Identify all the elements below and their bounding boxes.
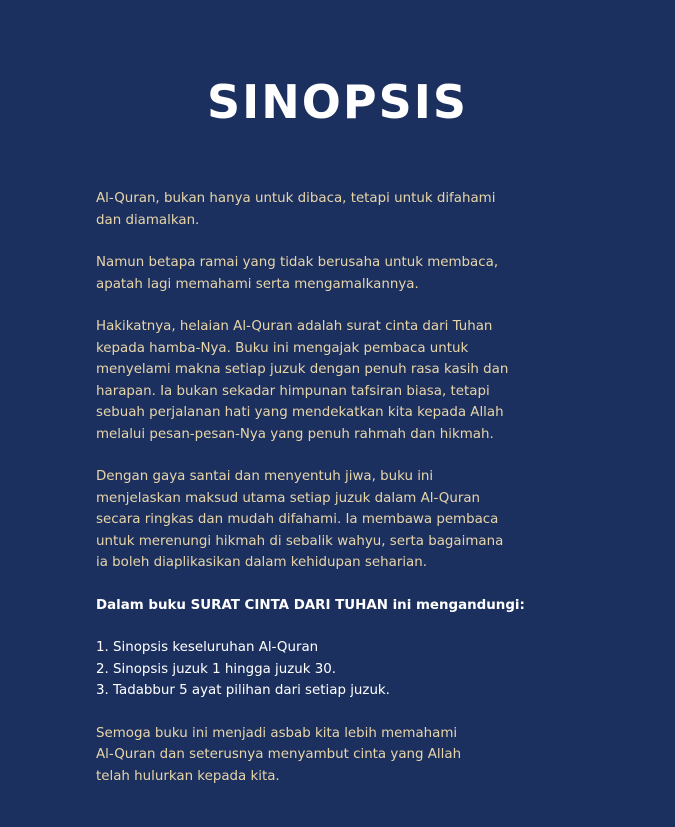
paragraph-line: apatah lagi memahami serta mengamalkannya. <box>96 276 419 292</box>
synopsis-body <box>96 188 576 808</box>
contents-heading: Dalam buku SURAT CINTA DARI TUHAN ini mengandungi: <box>96 597 525 613</box>
paragraph-line: harapan. Ia bukan sekadar himpunan tafsiran biasa, tetapi <box>96 383 490 399</box>
paragraph-intro <box>96 188 576 231</box>
paragraph-reality <box>96 252 576 295</box>
paragraph-line: ia boleh diaplikasikan dalam kehidupan seharian. <box>96 555 428 570</box>
paragraph-line: Al-Quran, bukan hanya untuk dibaca, tetapi untuk difahami <box>96 191 496 206</box>
paragraph-line: melalui pesan-pesan-Nya yang penuh rahmah dan hikmah. <box>96 426 494 442</box>
paragraph-line: Semoga buku ini menjadi asbab kita lebih memahami <box>96 725 458 741</box>
paragraph-line: dan diamalkan. <box>96 212 200 228</box>
paragraph-line: telah hulurkan kepada kita. <box>96 768 280 784</box>
paragraph-line: Dengan gaya santai dan menyentuh jiwa, buku ini <box>96 469 434 484</box>
paragraph-closing <box>96 723 576 788</box>
paragraph-line: sebuah perjalanan hati yang mendekatkan kita kepada Allah <box>96 405 504 420</box>
page-title: SINOPSIS <box>207 75 468 129</box>
paragraph-line: Al-Quran dan seterusnya menyambut cinta yang Allah <box>96 747 462 762</box>
list-item: 2. Sinopsis juzuk 1 hingga juzuk 30. <box>96 661 337 677</box>
paragraph-style <box>96 466 576 574</box>
list-item: 1. Sinopsis keseluruhan Al-Quran <box>96 640 319 655</box>
list-item: 3. Tadabbur 5 ayat pilihan dari setiap juzuk. <box>96 683 390 698</box>
contents-list <box>96 637 576 702</box>
paragraph-line: secara ringkas dan mudah difahami. Ia membawa pembaca <box>96 512 499 527</box>
paragraph-line: untuk merenungi hikmah di sebalik wahyu, serta bagaimana <box>96 533 504 549</box>
paragraph-essence <box>96 316 576 445</box>
paragraph-line: menyelami makna setiap juzuk dengan penuh rasa kasih dan <box>96 362 509 377</box>
paragraph-line: menjelaskan maksud utama setiap juzuk dalam Al-Quran <box>96 490 481 506</box>
paragraph-line: kepada hamba-Nya. Buku ini mengajak pembaca untuk <box>96 340 469 356</box>
paragraph-line: Hakikatnya, helaian Al-Quran adalah surat cinta dari Tuhan <box>96 319 493 334</box>
paragraph-line: Namun betapa ramai yang tidak berusaha untuk membaca, <box>96 255 499 270</box>
